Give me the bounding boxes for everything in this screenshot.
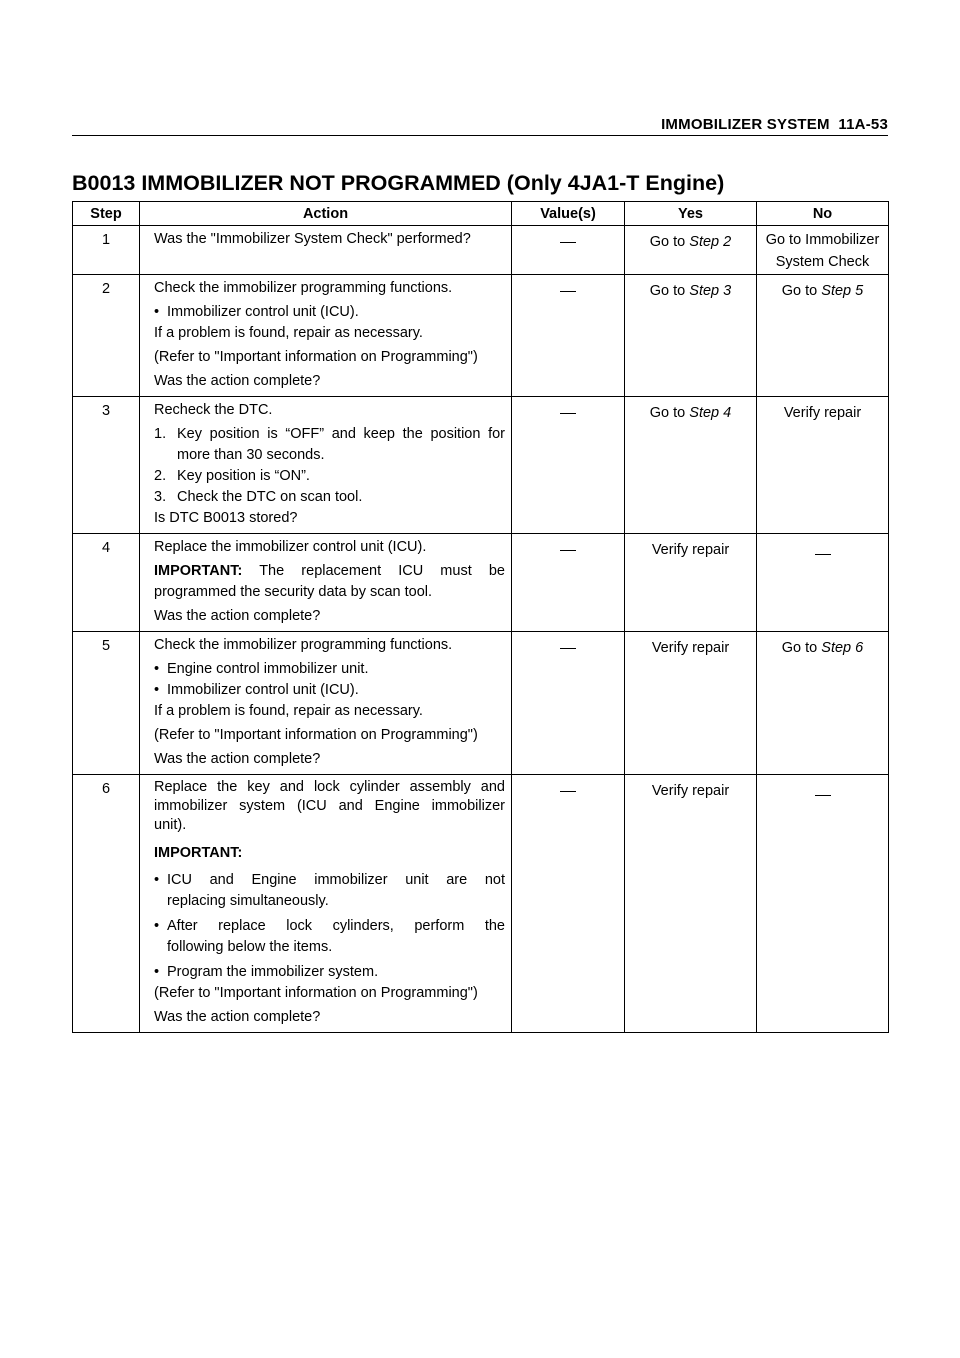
bullet-item (154, 302, 505, 323)
step-number: 5 (73, 632, 140, 775)
item-number: 1. (154, 426, 167, 442)
action-question: Was the action complete? (154, 608, 321, 624)
bullet-text: ICU and Engine immobilizer unit are not (167, 872, 505, 888)
yes-cell (625, 775, 757, 1033)
go-to-label: Go to (781, 283, 818, 299)
no-cell (757, 397, 889, 534)
yes-cell (625, 632, 757, 775)
go-to-label: Go to (649, 234, 686, 250)
go-to-label: Go to (781, 640, 818, 656)
table-row (73, 632, 889, 775)
important-label: IMPORTANT: (154, 845, 243, 861)
action-text: Replace the immobilizer control unit (ICU). (154, 539, 427, 555)
value-cell (512, 534, 625, 632)
column-header-values: Value(s) (512, 202, 625, 226)
step-reference: Step 2 (689, 234, 732, 250)
yes-text: Verify repair (651, 542, 730, 558)
step-reference: Step 4 (689, 405, 732, 421)
column-header-action: Action (140, 202, 512, 226)
yes-cell (625, 397, 757, 534)
item-text: more than 30 seconds. (177, 447, 325, 463)
step-reference: Step 3 (689, 283, 732, 299)
step-number: 3 (73, 397, 140, 534)
bullet-item (154, 916, 505, 937)
action-cell (140, 226, 512, 275)
action-question: Is DTC B0013 stored? (154, 510, 298, 526)
action-question: Was the action complete? (154, 373, 321, 389)
diagnostic-table (72, 201, 889, 1033)
important-note (154, 561, 505, 582)
bullet-item (154, 870, 505, 891)
action-text: immobilizer system (ICU and Engine immobilizer (154, 798, 505, 814)
bullet-icon: • (154, 682, 160, 698)
item-number: 3. (154, 489, 167, 505)
value-cell (512, 632, 625, 775)
step-number: 2 (73, 275, 140, 397)
action-text: Replace the key and lock cylinder assembly and (154, 779, 505, 795)
value-cell (512, 397, 625, 534)
bullet-text: Program the immobilizer system. (167, 964, 379, 980)
bullet-text: Engine control immobilizer unit. (167, 661, 369, 677)
step-number: 6 (73, 775, 140, 1033)
action-text: (Refer to "Important information on Programming") (154, 727, 478, 743)
column-header-step: Step (73, 202, 140, 226)
bullet-icon: • (154, 661, 160, 677)
dash-icon (815, 795, 831, 796)
bullet-item (154, 962, 505, 983)
table-row (73, 775, 889, 1033)
table-row (73, 534, 889, 632)
table-row (73, 226, 889, 275)
bullet-text: following below the items. (167, 939, 333, 955)
action-text: unit). (154, 817, 187, 833)
no-text: Verify repair (783, 405, 862, 421)
action-cell (140, 397, 512, 534)
numbered-item (154, 487, 505, 508)
action-text: (Refer to "Important information on Programming") (154, 985, 478, 1001)
go-to-label: Go to (649, 283, 686, 299)
value-cell (512, 775, 625, 1033)
bullet-icon: • (154, 304, 160, 320)
step-reference: Step 6 (821, 640, 864, 656)
yes-text: Verify repair (651, 783, 730, 799)
action-text: Check the immobilizer programming functions. (154, 280, 453, 296)
important-label: IMPORTANT: (154, 563, 243, 579)
value-cell (512, 275, 625, 397)
dash-icon (560, 291, 576, 292)
bullet-item (154, 680, 505, 701)
column-header-yes: Yes (625, 202, 757, 226)
action-text: If a problem is found, repair as necessary. (154, 703, 423, 719)
bullet-text: replacing simultaneously. (167, 893, 329, 909)
dash-icon (560, 791, 576, 792)
action-cell (140, 534, 512, 632)
action-text: Was the "Immobilizer System Check" performed? (154, 231, 471, 247)
dash-icon (560, 550, 576, 551)
action-text: (Refer to "Important information on Programming") (154, 349, 478, 365)
header-rule (72, 135, 888, 136)
item-text: Key position is “ON”. (177, 468, 310, 484)
bullet-text: After replace lock cylinders, perform the (167, 918, 505, 934)
action-cell (140, 775, 512, 1033)
numbered-item (154, 466, 505, 487)
dash-icon (560, 413, 576, 414)
item-text: Check the DTC on scan tool. (177, 489, 363, 505)
action-text: If a problem is found, repair as necessary. (154, 325, 423, 341)
important-text: programmed the security data by scan tool. (154, 584, 433, 600)
page-header (72, 116, 888, 133)
no-cell (757, 226, 889, 275)
table-row (73, 397, 889, 534)
no-text-line: System Check (775, 254, 870, 270)
column-header-no: No (757, 202, 889, 226)
go-to-label: Go to (649, 405, 686, 421)
dash-icon (560, 648, 576, 649)
action-text: Check the immobilizer programming functions. (154, 637, 453, 653)
no-cell (757, 632, 889, 775)
no-cell (757, 534, 889, 632)
action-text: Recheck the DTC. (154, 402, 273, 418)
bullet-icon: • (154, 964, 160, 980)
table-row (73, 275, 889, 397)
bullet-icon: • (154, 872, 160, 888)
bullet-text: Immobilizer control unit (ICU). (167, 304, 359, 320)
section-name: IMMOBILIZER SYSTEM (661, 116, 830, 133)
bullet-item (154, 659, 505, 680)
page-title: B0013 IMMOBILIZER NOT PROGRAMMED (Only 4JA1-T Engine) (72, 171, 725, 195)
table-header-row (73, 202, 889, 226)
no-text-line: Go to Immobilizer (765, 232, 880, 248)
important-text: The replacement ICU must be (259, 563, 505, 579)
no-cell (757, 275, 889, 397)
numbered-item (154, 424, 505, 445)
yes-cell (625, 275, 757, 397)
action-cell (140, 632, 512, 775)
item-text: Key position is “OFF” and keep the position for (177, 426, 505, 442)
no-cell (757, 775, 889, 1033)
dash-icon (560, 242, 576, 243)
step-number: 1 (73, 226, 140, 275)
yes-cell (625, 226, 757, 275)
step-number: 4 (73, 534, 140, 632)
action-cell (140, 275, 512, 397)
yes-text: Verify repair (651, 640, 730, 656)
page-number: 11A-53 (838, 116, 888, 133)
action-question: Was the action complete? (154, 1009, 321, 1025)
bullet-text: Immobilizer control unit (ICU). (167, 682, 359, 698)
action-question: Was the action complete? (154, 751, 321, 767)
yes-cell (625, 534, 757, 632)
value-cell (512, 226, 625, 275)
step-reference: Step 5 (821, 283, 864, 299)
dash-icon (815, 554, 831, 555)
item-number: 2. (154, 468, 167, 484)
bullet-icon: • (154, 918, 160, 934)
